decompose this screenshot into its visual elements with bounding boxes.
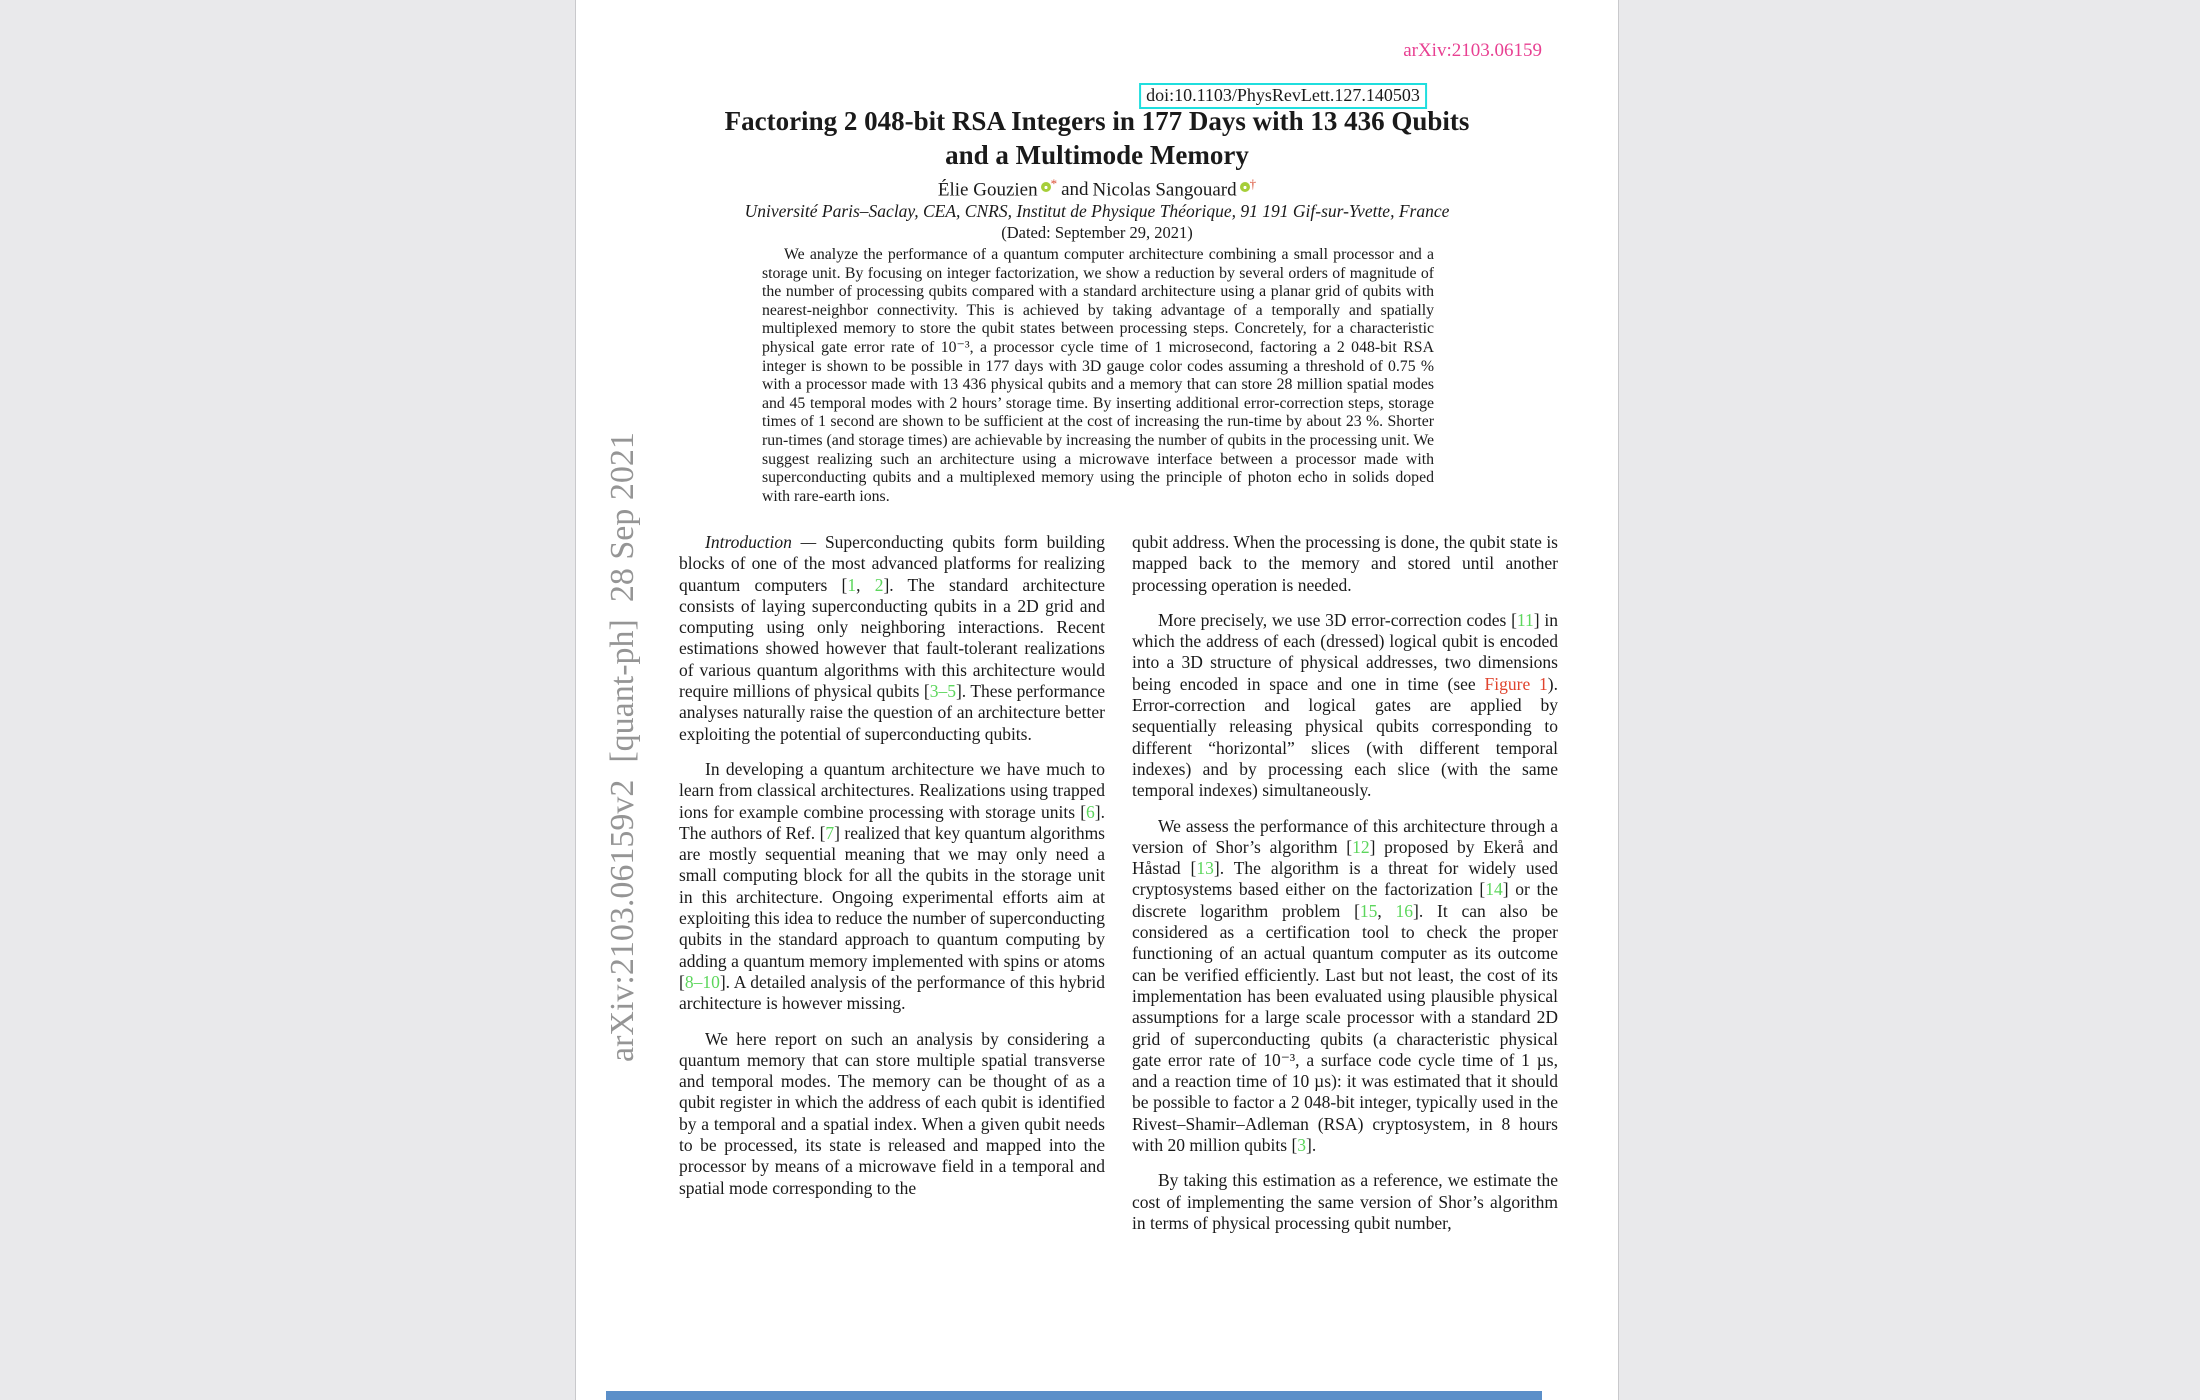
text-segment: Superconducting qubits form building blocks of one of the most advanced platforms for realizing quantum computers [	[679, 532, 1105, 595]
citation-link[interactable]: 14	[1485, 879, 1503, 900]
citation-link[interactable]: 3–5	[929, 681, 956, 702]
citation-link[interactable]: 13	[1196, 858, 1214, 879]
affiliation-line: Université Paris–Saclay, CEA, CNRS, Institut de Physique Théorique, 91 191 Gif-sur-Yvette, France	[744, 201, 1450, 221]
text-segment: ].	[1306, 1135, 1317, 1156]
citation-link[interactable]: 12	[1352, 836, 1370, 857]
emphasis-text: Introduction —	[705, 532, 825, 552]
paragraph	[1132, 816, 1558, 1157]
author-name-2: Nicolas Sangouard	[1092, 179, 1237, 201]
paragraph	[1132, 1170, 1558, 1234]
abstract-text: We analyze the performance of a quantum computer architecture combining a small processor and a storage unit. By focusing on integer factorization, we show a reduction by several orders of magnitude of the number of processing qubits compared with a standard architecture using a planar grid of qubits with nearest-neighbor connectivity. This is achieved by taking advantage of a temporally and spatially multiplexed memory to store the qubit states between processing steps. Concretely, for a characteristic physical gate error rate of 10⁻³, a processor cycle time of 1 microsecond, factoring a 2 048-bit RSA integer is shown to be possible in 177 days with 3D gauge color codes assuming a threshold of 0.75 % with a processor made with 13 436 physical qubits and a memory that can store 28 million spatial modes and 45 temporal modes with 2 hours’ storage time. By inserting additional error-correction steps, storage times of 1 second are shown to be sufficient at the cost of increasing the run-time by about 23 %. Shorter run-times (and storage times) are achievable by increasing the number of qubits in the processing unit. We suggest realizing such an architecture using a microwave interface between a processor made with superconducting qubits and a multiplexed memory using the principle of photon echo in solids doped with rare-earth ions.	[762, 246, 1434, 505]
citation-link[interactable]: 7	[825, 822, 835, 843]
text-segment: ] realized that key quantum algorithms are mostly sequential meaning that we may only need a small computing block for all the qubits in the storage unit in this architecture. Ongoing experimental efforts aim at exploiting this idea to reduce the number of superconducting qubits in the standard approach to quantum computing by adding a quantum memory implemented with spins or atoms [	[679, 822, 1105, 992]
text-segment: ,	[1377, 900, 1396, 921]
left-column	[679, 532, 1105, 1199]
paragraph-introduction	[679, 532, 1105, 745]
text-segment: We here report on such an analysis by considering a quantum memory that can store multiple spatial transverse and temporal modes. The memory can be thought of as a qubit register in which the address of each qubit is identified by a temporal and a spatial index. When a given qubit needs to be processed, its state is released and mapped into the processor by means of a microwave field in a temporal and spatial mode corresponding to the	[679, 1028, 1105, 1198]
text-segment: ]. The algorithm is a threat for widely used cryptosystems based either on the factorization [	[1132, 858, 1558, 900]
orcid-icon[interactable]	[1240, 182, 1250, 192]
paragraph	[1132, 610, 1558, 802]
next-page-figure-strip	[606, 1391, 1542, 1400]
citation-link[interactable]: 3	[1297, 1135, 1307, 1156]
authors-line	[576, 176, 1618, 201]
text-segment: ]. A detailed analysis of the performance of this hybrid architecture is however missing.	[679, 971, 1105, 1014]
text-segment: More precisely, we use 3D error-correction codes [	[1158, 609, 1517, 630]
title-line-2: and a Multimode Memory	[945, 140, 1249, 170]
text-segment: qubit address. When the processing is done, the qubit state is mapped back to the memory and stored until another processing operation is needed.	[1132, 532, 1558, 595]
text-segment: ). Error-correction and logical gates are applied by sequentially releasing physical qubits corresponding to different “horizontal” slices (with different temporal indexes) and by processing each slice (with the same temporal indexes) simultaneously.	[1132, 673, 1558, 801]
doi-link[interactable]: doi:10.1103/PhysRevLett.127.140503	[1139, 83, 1427, 109]
citation-link[interactable]: 1	[847, 574, 857, 595]
text-segment: ] or the discrete logarithm problem [	[1132, 879, 1558, 921]
arxiv-watermark: arXiv:2103.06159v2 [quant-ph] 28 Sep 2021	[604, 432, 641, 1063]
citation-link[interactable]: 2	[874, 574, 884, 595]
footnote-marker-dagger[interactable]: †	[1249, 176, 1257, 191]
title-line-1: Factoring 2 048-bit RSA Integers in 177 Days with 13 436 Qubits	[724, 106, 1470, 136]
arxiv-id-link[interactable]: arXiv:2103.06159	[1403, 40, 1542, 61]
text-segment: By taking this estimation as a reference, we estimate the cost of implementing the same version of Shor’s algorithm in terms of physical processing qubit number,	[1132, 1170, 1558, 1233]
figure-reference-link[interactable]: Figure 1	[1484, 673, 1548, 694]
paragraph	[1132, 532, 1558, 596]
authors-separator: and	[1061, 179, 1089, 201]
dated-line: (Dated: September 29, 2021)	[1001, 223, 1193, 242]
citation-link[interactable]: 11	[1516, 609, 1534, 630]
citation-link[interactable]: 15	[1359, 900, 1378, 921]
author-name-1: Élie Gouzien	[937, 179, 1038, 201]
paragraph	[679, 759, 1105, 1015]
paragraph	[679, 1029, 1105, 1199]
text-segment: ]. The authors of Ref. [	[679, 801, 1105, 843]
text-segment: ] in which the address of each (dressed) logical qubit is encoded into a 3D structure of physical addresses, two dimensions being encoded in space and one in time (see	[1132, 609, 1558, 694]
right-column	[1132, 532, 1558, 1234]
text-segment: ,	[856, 574, 875, 595]
citation-link[interactable]: 16	[1395, 900, 1414, 921]
citation-link[interactable]: 8–10	[684, 971, 720, 992]
paper-page	[575, 0, 1619, 1400]
text-segment: In developing a quantum architecture we have much to learn from classical architectures. Realizations using trapped ions for example combine processing with storage units [	[679, 758, 1105, 822]
text-segment: We assess the performance of this architecture through a version of Shor’s algorithm [	[1132, 815, 1558, 857]
citation-link[interactable]: 6	[1086, 801, 1095, 822]
footnote-marker-asterisk[interactable]: *	[1050, 176, 1058, 191]
text-segment: ]. It can also be considered as a certification tool to check the proper functioning of an actual quantum computer as its outcome can be verified efficiently. Last but not least, the cost of its implementation has been evaluated using plausible physical assumptions for a large scale processor with a standard 2D grid of superconducting qubits (a characteristic physical gate error rate of 10⁻³, a surface code cycle time of 1 µs, and a reaction time of 10 µs): it was estimated that it should be possible to factor a 2 048-bit integer, typically used in the Rivest–Shamir–Adleman (RSA) cryptosystem, in 8 hours with 20 million qubits [	[1132, 900, 1558, 1156]
text-segment: ]. These performance analyses naturally raise the question of an architecture better exploiting the potential of superconducting qubits.	[679, 681, 1105, 744]
text-segment: ]. The standard architecture consists of laying superconducting qubits in a 2D grid and computing using only neighboring interactions. Recent estimations showed however that fault-tolerant realizations of various quantum algorithms with this architecture would require millions of physical qubits [	[679, 574, 1106, 702]
orcid-icon[interactable]	[1041, 182, 1051, 192]
paper-title	[576, 104, 1618, 172]
text-segment: ] proposed by Ekerå and Håstad [	[1132, 836, 1558, 879]
